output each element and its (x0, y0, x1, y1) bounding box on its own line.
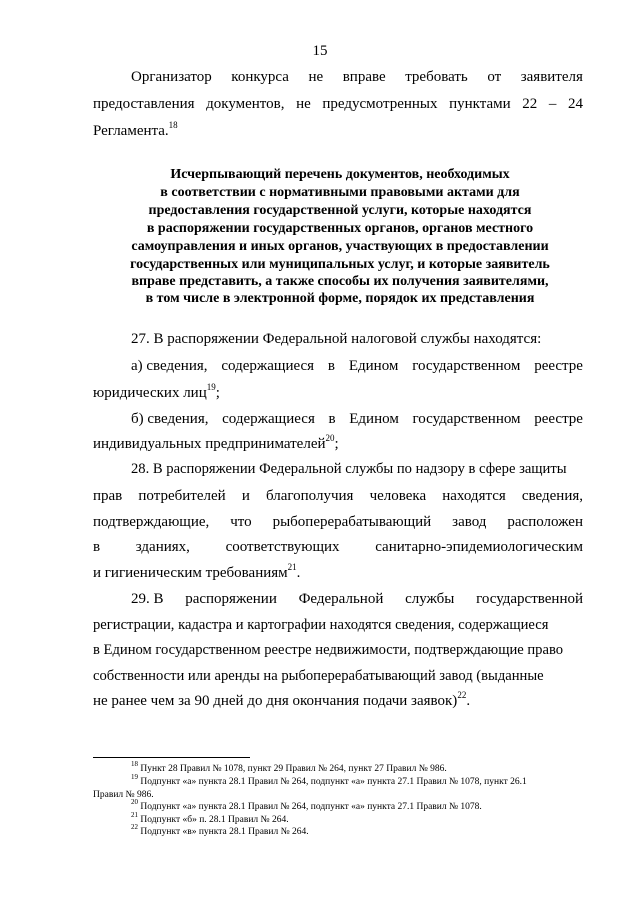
item-27a-line-1: а) сведения, содержащиеся в Едином государственном реестре (131, 358, 583, 374)
footnote-21: $^{21}$ Подпункт «б» п. 28.1 Правил № 264. (131, 810, 289, 825)
section-heading-line-2: в соответствии с нормативными правовыми актами для (160, 185, 520, 200)
item-29-line-4: собственности или аренды на рыбоперерабатывающий завод (выданные (93, 668, 544, 684)
item-29-line-2: регистрации, кадастра и картографии находятся сведения, содержащиеся (93, 617, 549, 633)
section-heading-line-5: самоуправления и иных органов, участвующих в предоставлении (131, 239, 549, 254)
intro-line-1: Организатор конкурса не вправе требовать от заявителя (131, 69, 583, 85)
section-heading-line-7: вправе представить, а также способы их получения заявителями, (131, 274, 549, 289)
section-heading-line-6: государственных или муниципальных услуг, и которые заявитель (130, 257, 550, 272)
section-heading-line-4: в распоряжении государственных органов, органов местного (146, 221, 534, 236)
footnote-ref-19: 19 (206, 382, 216, 392)
section-heading-line-8: в том числе в электронной форме, порядок их представления (145, 291, 535, 306)
page-number: 15 (312, 43, 328, 59)
footnote-18: $^{18}$ Пункт 28 Правил № 1078, пункт 29 Правил № 264, пункт 27 Правил № 986. (131, 759, 447, 774)
footnote-ref-21: 21 (287, 562, 297, 572)
item-27a-line-2: юридических лиц$^{19}$; (93, 382, 220, 401)
item-29-line-5: не ранее чем за 90 дней до дня окончания подачи заявок)$^{22}$. (93, 690, 471, 709)
footnote-19: $^{19}$ Подпункт «а» пункта 28.1 Правил № 264, подпункт «а» пункта 27.1 Правил № 1078, пункт 26.1 (131, 772, 527, 787)
section-heading-line-1: Исчерпывающий перечень документов, необходимых (170, 167, 510, 182)
item-29-line-3: в Едином государственном реестре недвижимости, подтверждающие право (93, 642, 564, 658)
footnote-ref-20: 20 (325, 433, 335, 443)
item-28-line-4: в зданиях, соответствующих санитарно-эпидемиологическим (93, 539, 583, 555)
footnote-ref-18: 18 (168, 120, 178, 130)
item-29-line-1: 29. В распоряжении Федеральной службы государственной (131, 591, 583, 607)
item-27b-line-2: индивидуальных предпринимателей$^{20}$; (93, 433, 339, 452)
footnote-separator (93, 757, 250, 758)
item-28-line-3: подтверждающие, что рыбоперерабатывающий завод расположен (93, 514, 583, 530)
intro-line-2: предоставления документов, не предусмотренных пунктами 22 – 24 (93, 96, 583, 112)
footnote-22: $^{22}$ Подпункт «в» пункта 28.1 Правил № 264. (131, 822, 309, 837)
item-28-line-5: и гигиеническим требованиям$^{21}$. (93, 562, 301, 581)
footnote-19-continuation: Правил № 986. (93, 790, 154, 800)
footnote-ref-22: 22 (457, 690, 467, 700)
item-28-line-1: 28. В распоряжении Федеральной службы по надзору в сфере защиты (131, 461, 567, 477)
item-27b-line-1: б) сведения, содержащиеся в Едином государственном реестре (131, 411, 583, 427)
section-heading-line-3: предоставления государственной услуги, которые находятся (148, 203, 532, 218)
item-27-line-1: 27. В распоряжении Федеральной налоговой службы находятся: (131, 331, 542, 347)
footnote-20: $^{20}$ Подпункт «а» пункта 28.1 Правил № 264, подпункт «а» пункта 27.1 Правил № 1078. (131, 797, 482, 812)
item-28-line-2: прав потребителей и благополучия человека находятся сведения, (93, 488, 583, 504)
intro-line-3: Регламента.$^{18}$ (93, 120, 178, 139)
